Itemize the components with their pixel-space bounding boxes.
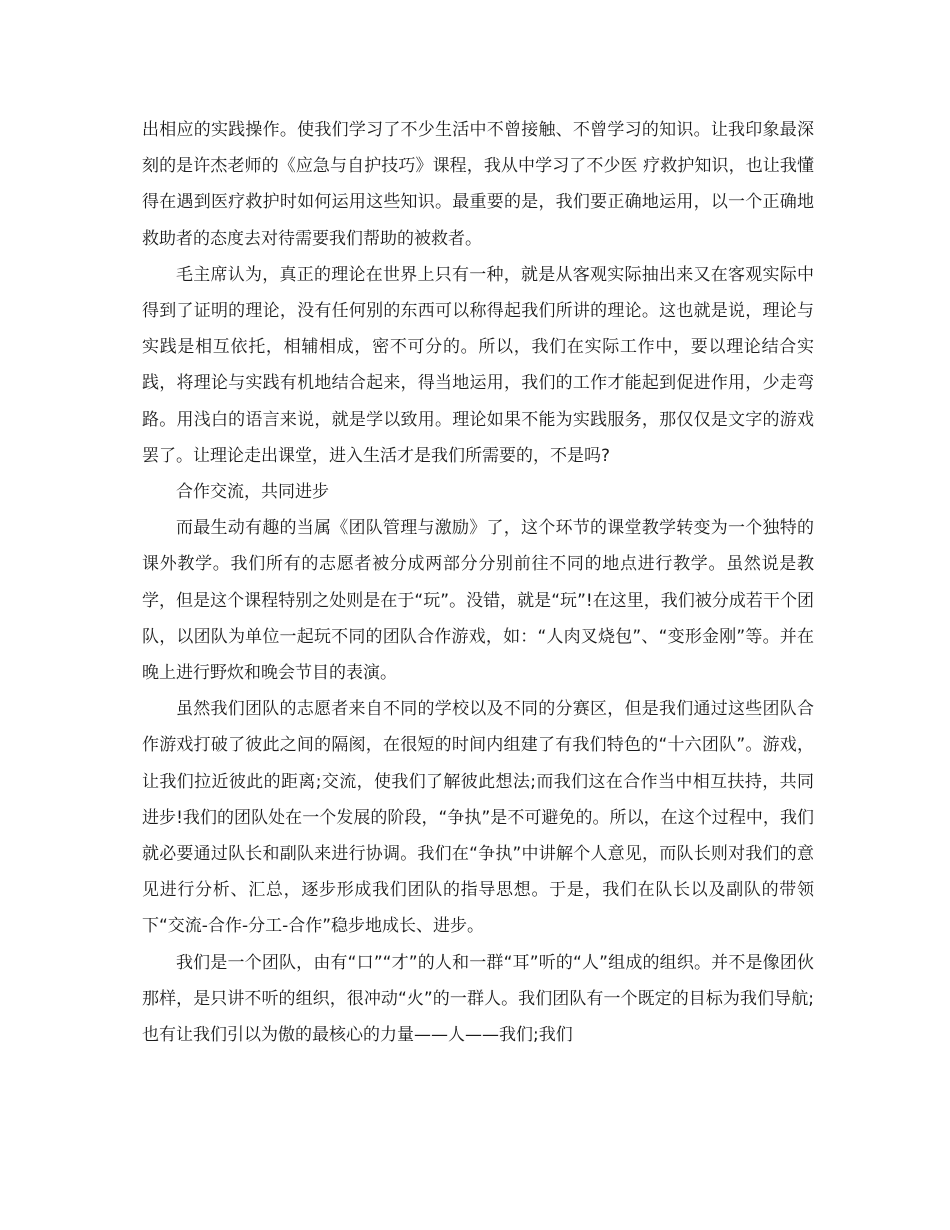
paragraph-first-aid: 出相应的实践操作。使我们学习了不少生活中不曾接触、不曾学习的知识。让我印象最深刻的是许杰老师的《应急与自护技巧》课程，我从中学习了不少医 疗救护知识，也让我懂得在遇到医疗救护时如何运用这些知识。最重要的是，我们要正确地运用，以一个正确地救助者的态度去对待需要我们帮助的被救者。 xyxy=(142,120,814,249)
paragraph-team-management: 而最生动有趣的当属《团队管理与激励》了，这个环节的课堂教学转变为一个独特的课外教学。我们所有的志愿者被分成两部分分别前往不同的地点进行教学。虽然说是教学，但是这个课程特别之处则是在于“玩”。没错，就是“玩”!在这里，我们被分成若干个团队，以团队为单位一起玩不同的团队合作游戏，如：“人肉叉烧包”、“变形金刚”等。并在晚上进行野炊和晚会节目的表演。 xyxy=(142,518,814,684)
paragraph-theory-practice: 毛主席认为，真正的理论在世界上只有一种，就是从客观实际抽出来又在客观实际中得到了证明的理论，没有任何别的东西可以称得起我们所讲的理论。这也就是说，理论与实践是相互依托，相辅相成，密不可分的。所以，我们在实际工作中，要以理论结合实践，将理论与实践有机地结合起来，得当地运用，我们的工作才能起到促进作用，少走弯路。用浅白的语言来说，就是学以致用。理论如果不能为实践服务，那仅仅是文字的游戏罢了。让理论走出课堂，进入生活才是我们所需要的，不是吗? xyxy=(142,264,814,466)
paragraph-team-definition: 我们是一个团队，由有“口”“才”的人和一群“耳”听的“人”组成的组织。并不是像团伙那样，是只讲不听的组织，很冲动“火”的一群人。我们团队有一个既定的目标为我们导航;也有让我们引以为傲的最核心的力量——人——我们;我们 xyxy=(142,952,814,1046)
paragraph-team-sixteen: 虽然我们团队的志愿者来自不同的学校以及不同的分赛区，但是我们通过这些团队合作游戏打破了彼此之间的隔阂，在很短的时间内组建了有我们特色的“十六团队”。游戏，让我们拉近彼此的距离;交流，使我们了解彼此想法;而我们这在合作当中相互扶持，共同进步!我们的团队处在一个发展的阶段，“争执”是不可避免的。所以，在这个过程中，我们就必要通过队长和副队来进行协调。我们在“争执”中讲解个人意见，而队长则对我们的意见进行分析、汇总，逐步形成我们团队的指导思想。于是，我们在队长以及副队的带领下“交流-合作-分工-合作”稳步地成长、进步。 xyxy=(142,699,814,937)
document-body xyxy=(142,112,814,1053)
section-heading-cooperation: 合作交流，共同进步 xyxy=(176,482,329,503)
